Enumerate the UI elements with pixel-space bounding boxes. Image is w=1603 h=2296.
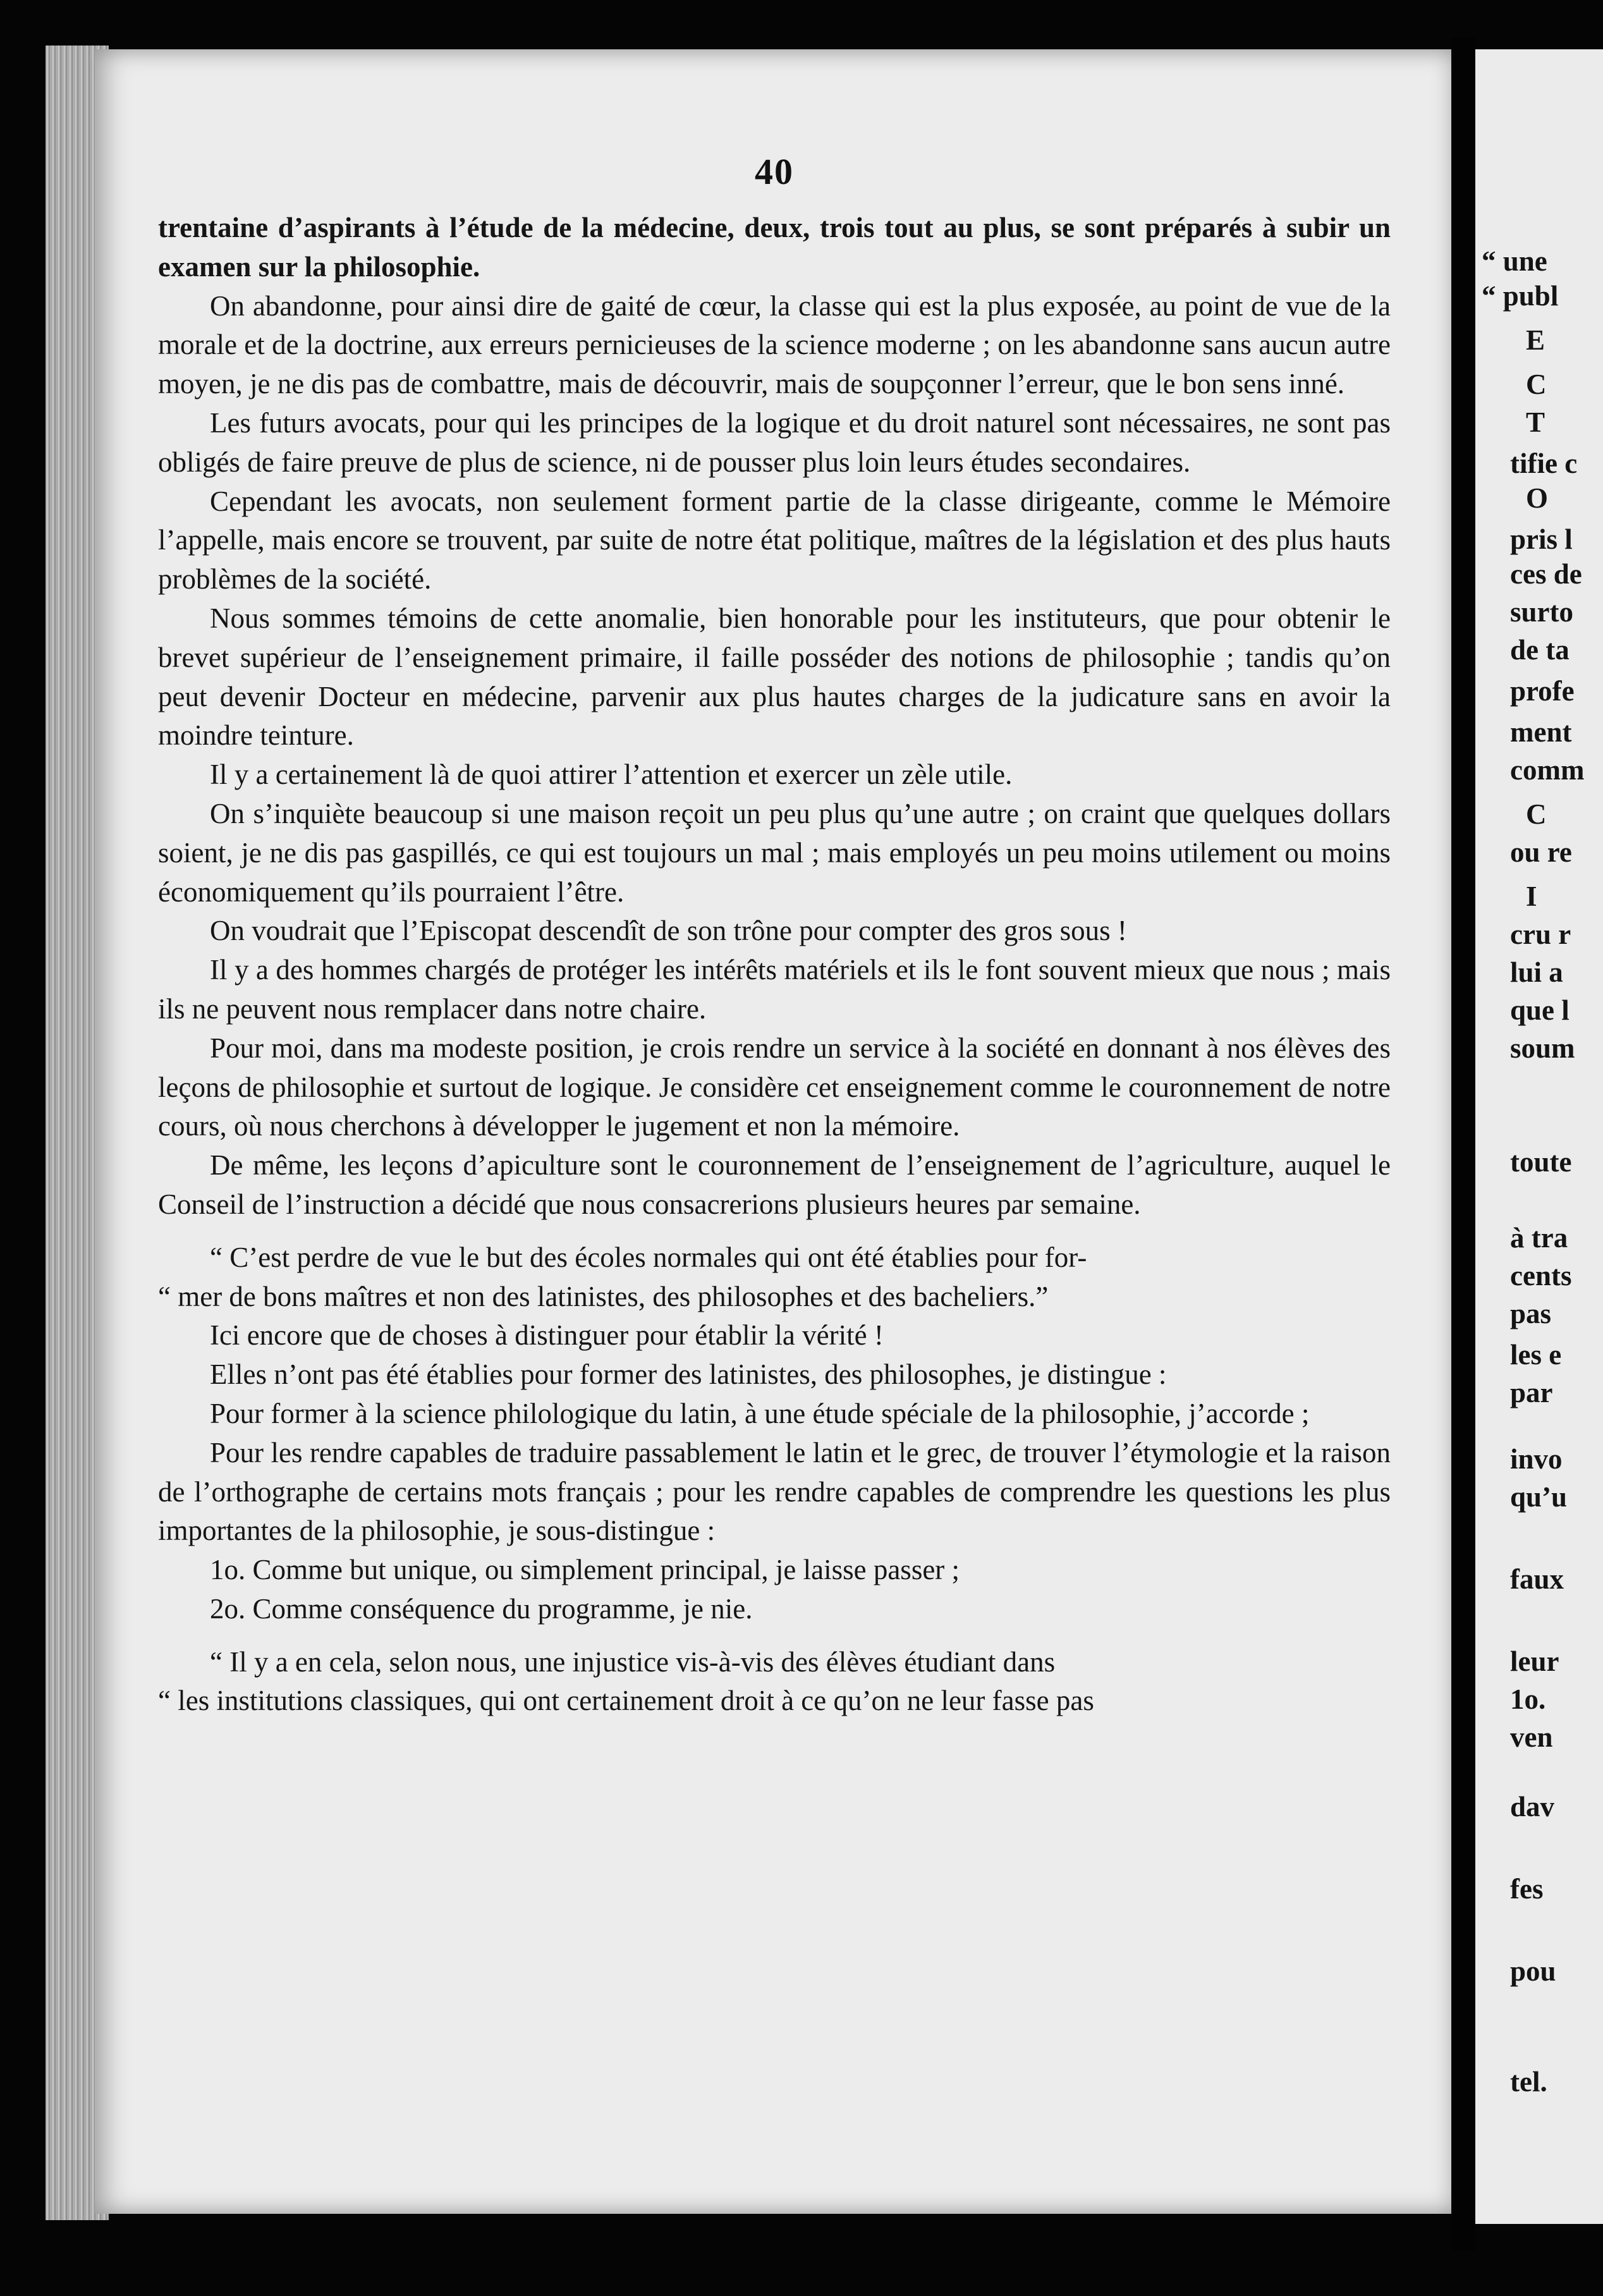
next-page-line: “ publ: [1482, 280, 1559, 312]
next-page-line: 1o.: [1510, 1683, 1546, 1715]
next-page-line: de ta: [1510, 634, 1569, 666]
quote-line: “ mer de bons maîtres et non des latinistes, des philosophes et des bacheliers.”: [158, 1280, 1049, 1312]
next-page-line: fes: [1510, 1873, 1544, 1905]
next-page-line: que l: [1510, 994, 1569, 1026]
next-page-line: tifie c: [1510, 448, 1578, 479]
next-page-line: profe: [1510, 675, 1575, 707]
next-page-line: pas: [1510, 1298, 1552, 1329]
next-page-line: E: [1526, 324, 1545, 356]
next-page-line: ment: [1510, 716, 1572, 748]
paragraph: trentaine d’aspirants à l’étude de la médecine, deux, trois tout au plus, se sont préparés à subir un examen sur la philosophie.: [158, 212, 1391, 283]
paragraph: 2o. Comme conséquence du programme, je nie.: [210, 1592, 753, 1625]
next-page-line: O: [1526, 482, 1549, 514]
book-gutter: [1451, 38, 1475, 2250]
paragraph: Ici encore que de choses à distinguer pour établir la vérité !: [210, 1319, 884, 1352]
paragraph: Pour les rendre capables de traduire passablement le latin et le grec, de trouver l’étymologie et la raison de l’orthographe de certains mots français ; pour les rendre capables de comprendre les questions les plus importantes de la philosophie, je sous-distingue :: [158, 1436, 1391, 1547]
next-page-line: soum: [1510, 1032, 1575, 1064]
next-page-line: C: [1526, 798, 1547, 830]
next-page-line: “ une: [1482, 245, 1547, 277]
paragraph: Les futurs avocats, pour qui les principes de la logique et du droit naturel sont nécessaires, ne sont pas obligés de faire preuve de plus de science, ni de pousser plus loin leurs études secondaires.: [158, 406, 1391, 478]
paragraph: Nous sommes témoins de cette anomalie, bien honorable pour les instituteurs, que pour obtenir le brevet supérieur de l’enseignement primaire, il faille posséder des notions de philosophie ; tandis qu’on peut devenir Docteur en médecine, parvenir aux plus hautes charges de la judicature sans en avoir la moindre teinture.: [158, 602, 1391, 752]
page-body: [158, 209, 1391, 1721]
paragraph: On s’inquiète beaucoup si une maison reçoit un peu plus qu’une autre ; on craint que quelques dollars soient, je ne dis pas gaspillés, ce qui est toujours un mal ; mais employés un peu moins utilement ou moins économiquement qu’ils pourraient l’être.: [158, 797, 1391, 908]
next-page-line: à tra: [1510, 1222, 1568, 1254]
quote-line: “ les institutions classiques, qui ont certainement droit à ce qu’on ne leur fasse pas: [158, 1685, 1094, 1717]
next-page-fragment: [1475, 49, 1603, 2224]
next-page-line: faux: [1510, 1563, 1564, 1595]
next-page-line: T: [1526, 406, 1545, 438]
next-page-line: cents: [1510, 1260, 1572, 1292]
next-page-line: cru r: [1510, 919, 1571, 950]
paragraph: 1o. Comme but unique, ou simplement principal, je laisse passer ;: [210, 1554, 960, 1586]
paragraph: Elles n’ont pas été établies pour former des latinistes, des philosophes, je distingue :: [210, 1359, 1167, 1391]
next-page-line: qu’u: [1510, 1481, 1568, 1513]
next-page-line: dav: [1510, 1791, 1555, 1823]
next-page-line: par: [1510, 1377, 1553, 1408]
paragraph: De même, les leçons d’apiculture sont le couronnement de l’enseignement de l’agriculture, auquel le Conseil de l’instruction a décidé que nous consacrerions plusieurs heures par semaine.: [158, 1149, 1391, 1220]
next-page-line: pou: [1510, 1955, 1556, 1987]
next-page-line: tel.: [1510, 2066, 1547, 2098]
next-page-line: invo: [1510, 1443, 1563, 1475]
next-page-line: ven: [1510, 1721, 1553, 1753]
next-page-line: surto: [1510, 596, 1573, 628]
quote-line: “ Il y a en cela, selon nous, une injustice vis-à-vis des élèves étudiant dans: [210, 1646, 1056, 1678]
paragraph: Il y a des hommes chargés de protéger les intérêts matériels et ils le font souvent mieux que nous ; mais ils ne peuvent nous remplacer dans notre chaire.: [158, 954, 1391, 1025]
next-page-line: C: [1526, 369, 1547, 400]
next-page-line: toute: [1510, 1146, 1572, 1178]
next-page-line: lui a: [1510, 956, 1563, 988]
paragraph: Pour moi, dans ma modeste position, je crois rendre un service à la société en donnant à nos élèves des leçons de philosophie et surtout de logique. Je considère cet enseignement comme le couronnement de notre cours, où nous cherchons à développer le jugement et non la mémoire.: [158, 1032, 1391, 1142]
next-page-line: leur: [1510, 1646, 1559, 1677]
paragraph: On abandonne, pour ainsi dire de gaité de cœur, la classe qui est la plus exposée, au point de vue de la morale et de la doctrine, aux erreurs pernicieuses de la science moderne ; on les abandonne sans aucun autre moyen, je ne dis pas de combattre, mais de découvrir, mais de soupçonner l’erreur, que le bon sens inné.: [158, 290, 1391, 400]
page-number: 40: [755, 151, 794, 192]
next-page-line: comm: [1510, 754, 1585, 786]
next-page-line: les e: [1510, 1339, 1562, 1371]
next-page-line: ces de: [1510, 558, 1582, 590]
next-page-line: ou re: [1510, 836, 1572, 868]
paragraph: Il y a certainement là de quoi attirer l’attention et exercer un zèle utile.: [210, 759, 1013, 791]
next-page-line: pris l: [1510, 523, 1573, 555]
paragraph: Cependant les avocats, non seulement forment partie de la classe dirigeante, comme le Mémoire l’appelle, mais encore se trouvent, par suite de notre état politique, maîtres de la législation et des plus hauts problèmes de la société.: [158, 485, 1391, 595]
paragraph: On voudrait que l’Episcopat descendît de son trône pour compter des gros sous !: [210, 915, 1127, 947]
next-page-line: I: [1526, 881, 1537, 912]
paragraph: Pour former à la science philologique du latin, à une étude spéciale de la philosophie, j’accorde ;: [210, 1397, 1310, 1429]
quote-line: “ C’est perdre de vue le but des écoles normales qui ont été établies pour for-: [210, 1241, 1087, 1273]
